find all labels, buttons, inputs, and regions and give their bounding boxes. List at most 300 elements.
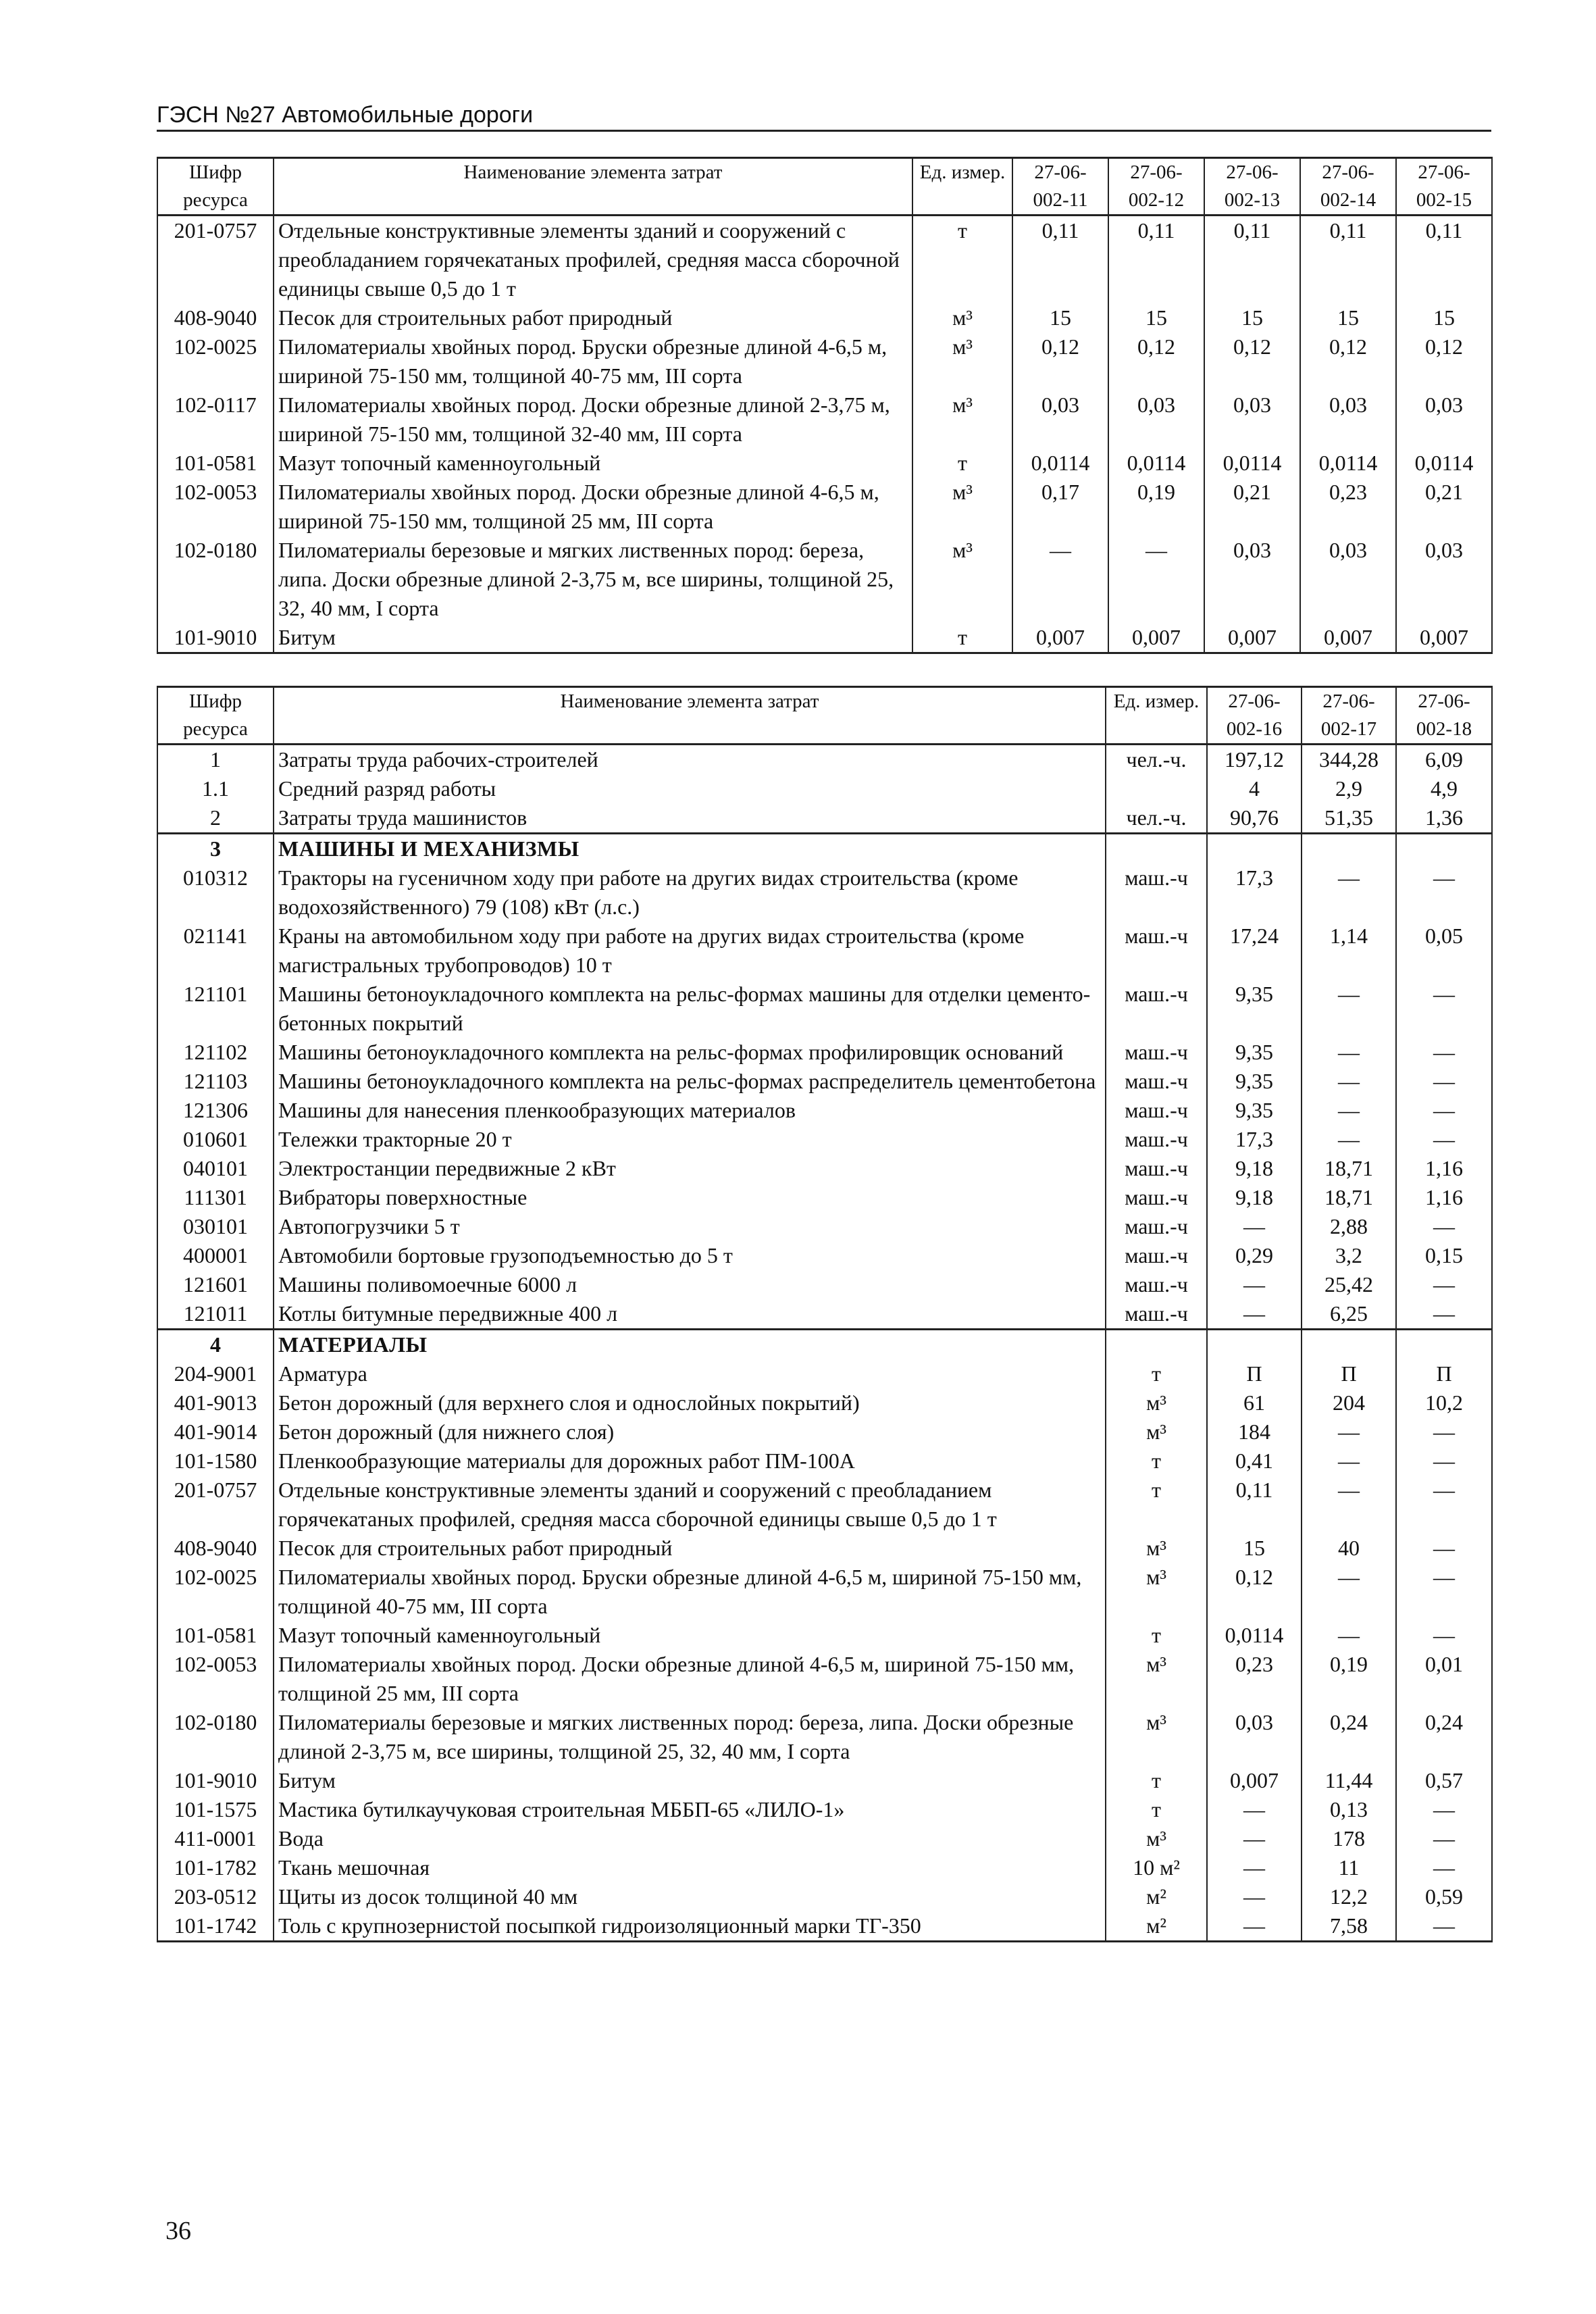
value-cell: — bbox=[1396, 1067, 1492, 1096]
resource-name-cell: Мастика бутилкаучуковая строительная МББП-65 «ЛИЛО-1» bbox=[274, 1795, 1106, 1824]
value-cell: 1,16 bbox=[1396, 1154, 1492, 1183]
value-cell: 0,12 bbox=[1108, 332, 1204, 391]
value-cell: 7,58 bbox=[1302, 1911, 1396, 1942]
value-cell: 0,11 bbox=[1204, 216, 1300, 304]
resource-code-cell: 203-0512 bbox=[157, 1882, 274, 1911]
unit-cell: маш.-ч bbox=[1106, 922, 1207, 980]
value-cell: — bbox=[1302, 1038, 1396, 1067]
table-row bbox=[157, 478, 1492, 536]
value-cell: 9,35 bbox=[1207, 1096, 1302, 1125]
resource-code-cell: 101-1782 bbox=[157, 1853, 274, 1882]
value-cell: 25,42 bbox=[1302, 1270, 1396, 1299]
unit-cell: маш.-ч bbox=[1106, 1096, 1207, 1125]
unit-cell: м³ bbox=[1106, 1650, 1207, 1708]
col-header-name: Наименование элемента затрат bbox=[274, 158, 912, 216]
resource-name-cell: Электростанции передвижные 2 кВт bbox=[274, 1154, 1106, 1183]
unit-cell: м³ bbox=[1106, 1388, 1207, 1417]
value-cell: 0,007 bbox=[1300, 623, 1396, 653]
resource-code-cell: 201-0757 bbox=[157, 1476, 274, 1534]
table-row bbox=[157, 391, 1492, 449]
resource-code-cell: 2 bbox=[157, 803, 274, 834]
table-row bbox=[157, 1154, 1492, 1183]
value-cell: 9,35 bbox=[1207, 1067, 1302, 1096]
table-row bbox=[157, 1563, 1492, 1621]
value-cell: 0,12 bbox=[1207, 1563, 1302, 1621]
table-row bbox=[157, 1882, 1492, 1911]
unit-cell: м³ bbox=[1106, 1534, 1207, 1563]
value-cell bbox=[1302, 1330, 1396, 1360]
resource-code-cell: 121306 bbox=[157, 1096, 274, 1125]
value-cell: 0,21 bbox=[1204, 478, 1300, 536]
unit-cell: м³ bbox=[1106, 1824, 1207, 1853]
value-cell bbox=[1207, 834, 1302, 864]
resource-code-cell: 204-9001 bbox=[157, 1359, 274, 1388]
unit-cell: м² bbox=[1106, 1911, 1207, 1942]
resource-name-cell: Затраты труда машинистов bbox=[274, 803, 1106, 834]
resource-name-cell: Машины бетоноукладочного комплекта на рельс-формах машины для отделки цементо-бетонных покрытий bbox=[274, 980, 1106, 1038]
resource-code-cell: 102-0025 bbox=[157, 1563, 274, 1621]
table-row bbox=[157, 1824, 1492, 1853]
value-cell: 0,03 bbox=[1012, 391, 1108, 449]
value-cell: 0,23 bbox=[1300, 478, 1396, 536]
table-row bbox=[157, 1299, 1492, 1330]
resource-name-cell: МАШИНЫ И МЕХАНИЗМЫ bbox=[274, 834, 1106, 864]
table-row bbox=[157, 623, 1492, 653]
table-row bbox=[157, 449, 1492, 478]
value-cell: — bbox=[1207, 1299, 1302, 1330]
value-cell: — bbox=[1207, 1911, 1302, 1942]
unit-cell: т bbox=[912, 216, 1012, 304]
col-header-code: Шифр ресурса bbox=[157, 687, 274, 745]
table-row bbox=[157, 303, 1492, 332]
resource-code-cell: 401-9013 bbox=[157, 1388, 274, 1417]
table-row bbox=[157, 1766, 1492, 1795]
value-cell: 0,12 bbox=[1204, 332, 1300, 391]
value-cell: 0,12 bbox=[1012, 332, 1108, 391]
table-row bbox=[157, 980, 1492, 1038]
resource-code-cell: 010601 bbox=[157, 1125, 274, 1154]
resource-name-cell: Пиломатериалы хвойных пород. Доски обрезные длиной 4-6,5 м, шириной 75-150 мм, толщиной 25 мм, III сорта bbox=[274, 478, 912, 536]
value-cell: — bbox=[1396, 1447, 1492, 1476]
unit-cell: т bbox=[912, 623, 1012, 653]
col-header-value: 27-06-002-12 bbox=[1108, 158, 1204, 216]
resource-code-cell: 101-0581 bbox=[157, 449, 274, 478]
table-row bbox=[157, 1388, 1492, 1417]
table-row bbox=[157, 1621, 1492, 1650]
col-header-unit: Ед. измер. bbox=[912, 158, 1012, 216]
resources-table-1 bbox=[157, 157, 1493, 654]
value-cell: — bbox=[1396, 1299, 1492, 1330]
table-row bbox=[157, 1650, 1492, 1708]
resource-name-cell: Машины бетоноукладочного комплекта на рельс-формах распределитель цементобетона bbox=[274, 1067, 1106, 1096]
resource-code-cell: 101-1580 bbox=[157, 1447, 274, 1476]
value-cell bbox=[1302, 834, 1396, 864]
resource-name-cell: Песок для строительных работ природный bbox=[274, 303, 912, 332]
unit-cell: м³ bbox=[1106, 1708, 1207, 1766]
value-cell: — bbox=[1396, 1824, 1492, 1853]
value-cell: 0,57 bbox=[1396, 1766, 1492, 1795]
resource-code-cell: 121601 bbox=[157, 1270, 274, 1299]
resource-code-cell: 121103 bbox=[157, 1067, 274, 1096]
resources-table-2 bbox=[157, 686, 1493, 1942]
unit-cell: маш.-ч bbox=[1106, 1154, 1207, 1183]
value-cell: 4 bbox=[1207, 774, 1302, 803]
resource-code-cell: 101-0581 bbox=[157, 1621, 274, 1650]
value-cell: — bbox=[1302, 1417, 1396, 1447]
unit-cell bbox=[1106, 834, 1207, 864]
unit-cell: маш.-ч bbox=[1106, 1270, 1207, 1299]
unit-cell: м³ bbox=[1106, 1417, 1207, 1447]
table-row bbox=[157, 1476, 1492, 1534]
value-cell: — bbox=[1207, 1882, 1302, 1911]
resource-name-cell: Арматура bbox=[274, 1359, 1106, 1388]
table-row bbox=[157, 1067, 1492, 1096]
unit-cell: т bbox=[1106, 1766, 1207, 1795]
value-cell: 0,13 bbox=[1302, 1795, 1396, 1824]
value-cell: 18,71 bbox=[1302, 1183, 1396, 1212]
value-cell: — bbox=[1207, 1270, 1302, 1299]
value-cell: 0,19 bbox=[1108, 478, 1204, 536]
value-cell: 1,16 bbox=[1396, 1183, 1492, 1212]
unit-cell: м³ bbox=[912, 536, 1012, 623]
resource-code-cell: 101-1742 bbox=[157, 1911, 274, 1942]
value-cell: 0,03 bbox=[1204, 391, 1300, 449]
resource-name-cell: Песок для строительных работ природный bbox=[274, 1534, 1106, 1563]
resource-name-cell: Котлы битумные передвижные 400 л bbox=[274, 1299, 1106, 1330]
value-cell: 12,2 bbox=[1302, 1882, 1396, 1911]
table-row bbox=[157, 1447, 1492, 1476]
unit-cell: т bbox=[912, 449, 1012, 478]
resource-name-cell: Щиты из досок толщиной 40 мм bbox=[274, 1882, 1106, 1911]
value-cell: 17,3 bbox=[1207, 863, 1302, 922]
value-cell: 10,2 bbox=[1396, 1388, 1492, 1417]
value-cell: 0,007 bbox=[1207, 1766, 1302, 1795]
value-cell: — bbox=[1396, 1563, 1492, 1621]
value-cell: 15 bbox=[1204, 303, 1300, 332]
value-cell: 197,12 bbox=[1207, 745, 1302, 775]
value-cell: 0,11 bbox=[1300, 216, 1396, 304]
unit-cell: т bbox=[1106, 1359, 1207, 1388]
value-cell bbox=[1396, 1330, 1492, 1360]
value-cell bbox=[1207, 1330, 1302, 1360]
resource-name-cell: Затраты труда рабочих-строителей bbox=[274, 745, 1106, 775]
unit-cell: м³ bbox=[1106, 1563, 1207, 1621]
resource-code-cell: 400001 bbox=[157, 1241, 274, 1270]
resource-code-cell: 1 bbox=[157, 745, 274, 775]
value-cell: 11,44 bbox=[1302, 1766, 1396, 1795]
value-cell: 0,23 bbox=[1207, 1650, 1302, 1708]
value-cell: — bbox=[1396, 980, 1492, 1038]
value-cell: — bbox=[1302, 1447, 1396, 1476]
value-cell: 0,03 bbox=[1207, 1708, 1302, 1766]
resource-code-cell: 121102 bbox=[157, 1038, 274, 1067]
resource-code-cell: 102-0180 bbox=[157, 1708, 274, 1766]
unit-cell: т bbox=[1106, 1795, 1207, 1824]
value-cell: — bbox=[1396, 1096, 1492, 1125]
resource-name-cell: Мазут топочный каменноугольный bbox=[274, 1621, 1106, 1650]
resource-code-cell: 030101 bbox=[157, 1212, 274, 1241]
resource-name-cell: Толь с крупнозернистой посыпкой гидроизоляционный марки ТГ-350 bbox=[274, 1911, 1106, 1942]
value-cell: — bbox=[1302, 1563, 1396, 1621]
col-header-code: Шифр ресурса bbox=[157, 158, 274, 216]
value-cell: 0,19 bbox=[1302, 1650, 1396, 1708]
resource-code-cell: 408-9040 bbox=[157, 1534, 274, 1563]
unit-cell: м³ bbox=[912, 478, 1012, 536]
col-header-value: 27-06-002-17 bbox=[1302, 687, 1396, 745]
value-cell: — bbox=[1396, 1476, 1492, 1534]
resource-name-cell: Бетон дорожный (для верхнего слоя и однослойных покрытий) bbox=[274, 1388, 1106, 1417]
unit-cell: маш.-ч bbox=[1106, 980, 1207, 1038]
table-row bbox=[157, 1853, 1492, 1882]
value-cell: 0,11 bbox=[1012, 216, 1108, 304]
value-cell: 4,9 bbox=[1396, 774, 1492, 803]
table-row bbox=[157, 216, 1492, 304]
value-cell: 0,41 bbox=[1207, 1447, 1302, 1476]
resource-code-cell: 102-0053 bbox=[157, 478, 274, 536]
value-cell: — bbox=[1302, 863, 1396, 922]
resource-name-cell: Мазут топочный каменноугольный bbox=[274, 449, 912, 478]
table-header-row bbox=[157, 158, 1492, 216]
resource-code-cell: 4 bbox=[157, 1330, 274, 1360]
page-header bbox=[157, 101, 1491, 132]
col-header-name: Наименование элемента затрат bbox=[274, 687, 1106, 745]
value-cell: 0,12 bbox=[1300, 332, 1396, 391]
value-cell: 61 bbox=[1207, 1388, 1302, 1417]
value-cell: П bbox=[1302, 1359, 1396, 1388]
unit-cell: маш.-ч bbox=[1106, 1299, 1207, 1330]
resource-name-cell: Средний разряд работы bbox=[274, 774, 1106, 803]
resource-code-cell: 102-0180 bbox=[157, 536, 274, 623]
resource-code-cell: 408-9040 bbox=[157, 303, 274, 332]
resource-code-cell: 121101 bbox=[157, 980, 274, 1038]
value-cell: — bbox=[1396, 1417, 1492, 1447]
table-row bbox=[157, 1212, 1492, 1241]
page-header-title: ГЭСН №27 Автомобильные дороги bbox=[157, 102, 534, 128]
value-cell: 0,59 bbox=[1396, 1882, 1492, 1911]
table-row bbox=[157, 1270, 1492, 1299]
resource-name-cell: Вода bbox=[274, 1824, 1106, 1853]
value-cell: 0,11 bbox=[1396, 216, 1492, 304]
value-cell: 0,03 bbox=[1396, 536, 1492, 623]
resource-name-cell: Ткань мешочная bbox=[274, 1853, 1106, 1882]
unit-cell: маш.-ч bbox=[1106, 1241, 1207, 1270]
resource-name-cell: Вибраторы поверхностные bbox=[274, 1183, 1106, 1212]
value-cell: 0,0114 bbox=[1396, 449, 1492, 478]
table-row bbox=[157, 1708, 1492, 1766]
resource-code-cell: 102-0053 bbox=[157, 1650, 274, 1708]
value-cell: 15 bbox=[1012, 303, 1108, 332]
value-cell: — bbox=[1207, 1853, 1302, 1882]
value-cell: П bbox=[1207, 1359, 1302, 1388]
value-cell: — bbox=[1396, 1270, 1492, 1299]
value-cell: 11 bbox=[1302, 1853, 1396, 1882]
value-cell: — bbox=[1302, 1067, 1396, 1096]
resource-name-cell: Битум bbox=[274, 623, 912, 653]
table-row bbox=[157, 863, 1492, 922]
resource-code-cell: 021141 bbox=[157, 922, 274, 980]
value-cell: — bbox=[1396, 1911, 1492, 1942]
col-header-value: 27-06-002-11 bbox=[1012, 158, 1108, 216]
value-cell: 0,03 bbox=[1396, 391, 1492, 449]
value-cell: — bbox=[1396, 1795, 1492, 1824]
col-header-value: 27-06-002-14 bbox=[1300, 158, 1396, 216]
value-cell: 51,35 bbox=[1302, 803, 1396, 834]
value-cell: 17,24 bbox=[1207, 922, 1302, 980]
value-cell: — bbox=[1302, 1476, 1396, 1534]
unit-cell bbox=[1106, 774, 1207, 803]
value-cell: — bbox=[1396, 1212, 1492, 1241]
value-cell: — bbox=[1207, 1824, 1302, 1853]
unit-cell: маш.-ч bbox=[1106, 1212, 1207, 1241]
unit-cell: т bbox=[1106, 1447, 1207, 1476]
value-cell: — bbox=[1302, 980, 1396, 1038]
value-cell: 0,0114 bbox=[1300, 449, 1396, 478]
page-number: 36 bbox=[165, 2217, 191, 2245]
value-cell: 1,14 bbox=[1302, 922, 1396, 980]
value-cell: 0,21 bbox=[1396, 478, 1492, 536]
resource-name-cell: Машины бетоноукладочного комплекта на рельс-формах профилировщик оснований bbox=[274, 1038, 1106, 1067]
value-cell: 0,007 bbox=[1204, 623, 1300, 653]
table-row bbox=[157, 1359, 1492, 1388]
resource-code-cell: 101-1575 bbox=[157, 1795, 274, 1824]
resource-name-cell: Пиломатериалы хвойных пород. Доски обрезные длиной 2-3,75 м, шириной 75-150 мм, толщиной 32-40 мм, III сорта bbox=[274, 391, 912, 449]
unit-cell: м³ bbox=[912, 391, 1012, 449]
value-cell: 0,01 bbox=[1396, 1650, 1492, 1708]
unit-cell: маш.-ч bbox=[1106, 1038, 1207, 1067]
value-cell: 3,2 bbox=[1302, 1241, 1396, 1270]
value-cell: — bbox=[1207, 1212, 1302, 1241]
resource-code-cell: 101-9010 bbox=[157, 1766, 274, 1795]
unit-cell: чел.-ч. bbox=[1106, 803, 1207, 834]
value-cell: 0,03 bbox=[1300, 536, 1396, 623]
resource-name-cell: Пленкообразующие материалы для дорожных работ ПМ-100А bbox=[274, 1447, 1106, 1476]
value-cell: 17,3 bbox=[1207, 1125, 1302, 1154]
resource-code-cell: 040101 bbox=[157, 1154, 274, 1183]
value-cell: 15 bbox=[1300, 303, 1396, 332]
resource-code-cell: 111301 bbox=[157, 1183, 274, 1212]
value-cell: 9,18 bbox=[1207, 1183, 1302, 1212]
table-row bbox=[157, 1096, 1492, 1125]
value-cell: 2,88 bbox=[1302, 1212, 1396, 1241]
resource-name-cell: Пиломатериалы хвойных пород. Бруски обрезные длиной 4-6,5 м, шириной 75-150 мм, толщиной 40-75 мм, III сорта bbox=[274, 1563, 1106, 1621]
value-cell: 0,03 bbox=[1204, 536, 1300, 623]
unit-cell: маш.-ч bbox=[1106, 1183, 1207, 1212]
value-cell: 0,0114 bbox=[1108, 449, 1204, 478]
resource-name-cell: Автомобили бортовые грузоподъемностью до 5 т bbox=[274, 1241, 1106, 1270]
value-cell: 184 bbox=[1207, 1417, 1302, 1447]
table-row bbox=[157, 774, 1492, 803]
value-cell: — bbox=[1302, 1621, 1396, 1650]
unit-cell: т bbox=[1106, 1476, 1207, 1534]
value-cell: 204 bbox=[1302, 1388, 1396, 1417]
unit-cell: м³ bbox=[912, 332, 1012, 391]
unit-cell: 10 м² bbox=[1106, 1853, 1207, 1882]
unit-cell: м² bbox=[1106, 1882, 1207, 1911]
resource-code-cell: 102-0117 bbox=[157, 391, 274, 449]
resource-name-cell: Машины поливомоечные 6000 л bbox=[274, 1270, 1106, 1299]
value-cell: 0,0114 bbox=[1012, 449, 1108, 478]
unit-cell: маш.-ч bbox=[1106, 863, 1207, 922]
value-cell: 90,76 bbox=[1207, 803, 1302, 834]
resource-name-cell: Пиломатериалы березовые и мягких лиственных пород: береза, липа. Доски обрезные длиной 2-3,75 м, все ширины, толщиной 25, 32, 40 мм, I сорта bbox=[274, 536, 912, 623]
resource-code-cell: 1.1 bbox=[157, 774, 274, 803]
resource-code-cell: 102-0025 bbox=[157, 332, 274, 391]
value-cell: — bbox=[1108, 536, 1204, 623]
value-cell: 15 bbox=[1396, 303, 1492, 332]
resource-code-cell: 101-9010 bbox=[157, 623, 274, 653]
col-header-value: 27-06-002-16 bbox=[1207, 687, 1302, 745]
unit-cell: м³ bbox=[912, 303, 1012, 332]
value-cell: 0,0114 bbox=[1207, 1621, 1302, 1650]
value-cell: 2,9 bbox=[1302, 774, 1396, 803]
value-cell: 0,11 bbox=[1108, 216, 1204, 304]
value-cell: 0,007 bbox=[1012, 623, 1108, 653]
value-cell: 0,12 bbox=[1396, 332, 1492, 391]
resource-name-cell: Бетон дорожный (для нижнего слоя) bbox=[274, 1417, 1106, 1447]
unit-cell: чел.-ч. bbox=[1106, 745, 1207, 775]
value-cell: 0,007 bbox=[1108, 623, 1204, 653]
resource-name-cell: Тележки тракторные 20 т bbox=[274, 1125, 1106, 1154]
resource-name-cell: Пиломатериалы хвойных пород. Бруски обрезные длиной 4-6,5 м, шириной 75-150 мм, толщиной 40-75 мм, III сорта bbox=[274, 332, 912, 391]
table-row bbox=[157, 1911, 1492, 1942]
resource-code-cell: 411-0001 bbox=[157, 1824, 274, 1853]
value-cell: — bbox=[1207, 1795, 1302, 1824]
table-row bbox=[157, 922, 1492, 980]
table-row bbox=[157, 834, 1492, 864]
value-cell: 0,0114 bbox=[1204, 449, 1300, 478]
value-cell: 9,18 bbox=[1207, 1154, 1302, 1183]
value-cell: — bbox=[1396, 1534, 1492, 1563]
resource-name-cell: Краны на автомобильном ходу при работе на других видах строительства (кроме магистральных трубопроводов) 10 т bbox=[274, 922, 1106, 980]
value-cell: 0,15 bbox=[1396, 1241, 1492, 1270]
value-cell: — bbox=[1302, 1125, 1396, 1154]
value-cell: 40 bbox=[1302, 1534, 1396, 1563]
value-cell: 0,03 bbox=[1108, 391, 1204, 449]
resource-name-cell: Отдельные конструктивные элементы зданий и сооружений с преобладанием горячекатаных профилей, средняя масса сборочной единицы свыше 0,5 до 1 т bbox=[274, 216, 912, 304]
value-cell: 6,09 bbox=[1396, 745, 1492, 775]
value-cell: 0,24 bbox=[1302, 1708, 1396, 1766]
value-cell: 0,03 bbox=[1300, 391, 1396, 449]
value-cell: — bbox=[1396, 1621, 1492, 1650]
table-header-row bbox=[157, 687, 1492, 745]
table-row bbox=[157, 1417, 1492, 1447]
resource-name-cell: Отдельные конструктивные элементы зданий и сооружений с преобладанием горячекатаных профилей, средняя масса сборочной единицы свыше 0,5 до 1 т bbox=[274, 1476, 1106, 1534]
resource-name-cell: Машины для нанесения пленкообразующих материалов bbox=[274, 1096, 1106, 1125]
table-row bbox=[157, 1795, 1492, 1824]
value-cell: 18,71 bbox=[1302, 1154, 1396, 1183]
value-cell: — bbox=[1396, 1125, 1492, 1154]
value-cell: 0,24 bbox=[1396, 1708, 1492, 1766]
table-row bbox=[157, 1241, 1492, 1270]
value-cell: — bbox=[1396, 1038, 1492, 1067]
col-header-value: 27-06-002-15 bbox=[1396, 158, 1492, 216]
unit-cell: маш.-ч bbox=[1106, 1125, 1207, 1154]
resource-code-cell: 3 bbox=[157, 834, 274, 864]
table-row bbox=[157, 1330, 1492, 1360]
value-cell: 0,11 bbox=[1207, 1476, 1302, 1534]
value-cell: 178 bbox=[1302, 1824, 1396, 1853]
table-row bbox=[157, 745, 1492, 775]
table-row bbox=[157, 332, 1492, 391]
resource-name-cell: Тракторы на гусеничном ходу при работе на других видах строительства (кроме водохозяйственного) 79 (108) кВт (л.с.) bbox=[274, 863, 1106, 922]
table-row bbox=[157, 1125, 1492, 1154]
value-cell: — bbox=[1302, 1096, 1396, 1125]
resource-name-cell: Пиломатериалы березовые и мягких лиственных пород: береза, липа. Доски обрезные длиной 2-3,75 м, все ширины, толщиной 25, 32, 40 мм, I сорта bbox=[274, 1708, 1106, 1766]
table-row bbox=[157, 1534, 1492, 1563]
table-row bbox=[157, 803, 1492, 834]
value-cell: — bbox=[1396, 1853, 1492, 1882]
value-cell: — bbox=[1012, 536, 1108, 623]
